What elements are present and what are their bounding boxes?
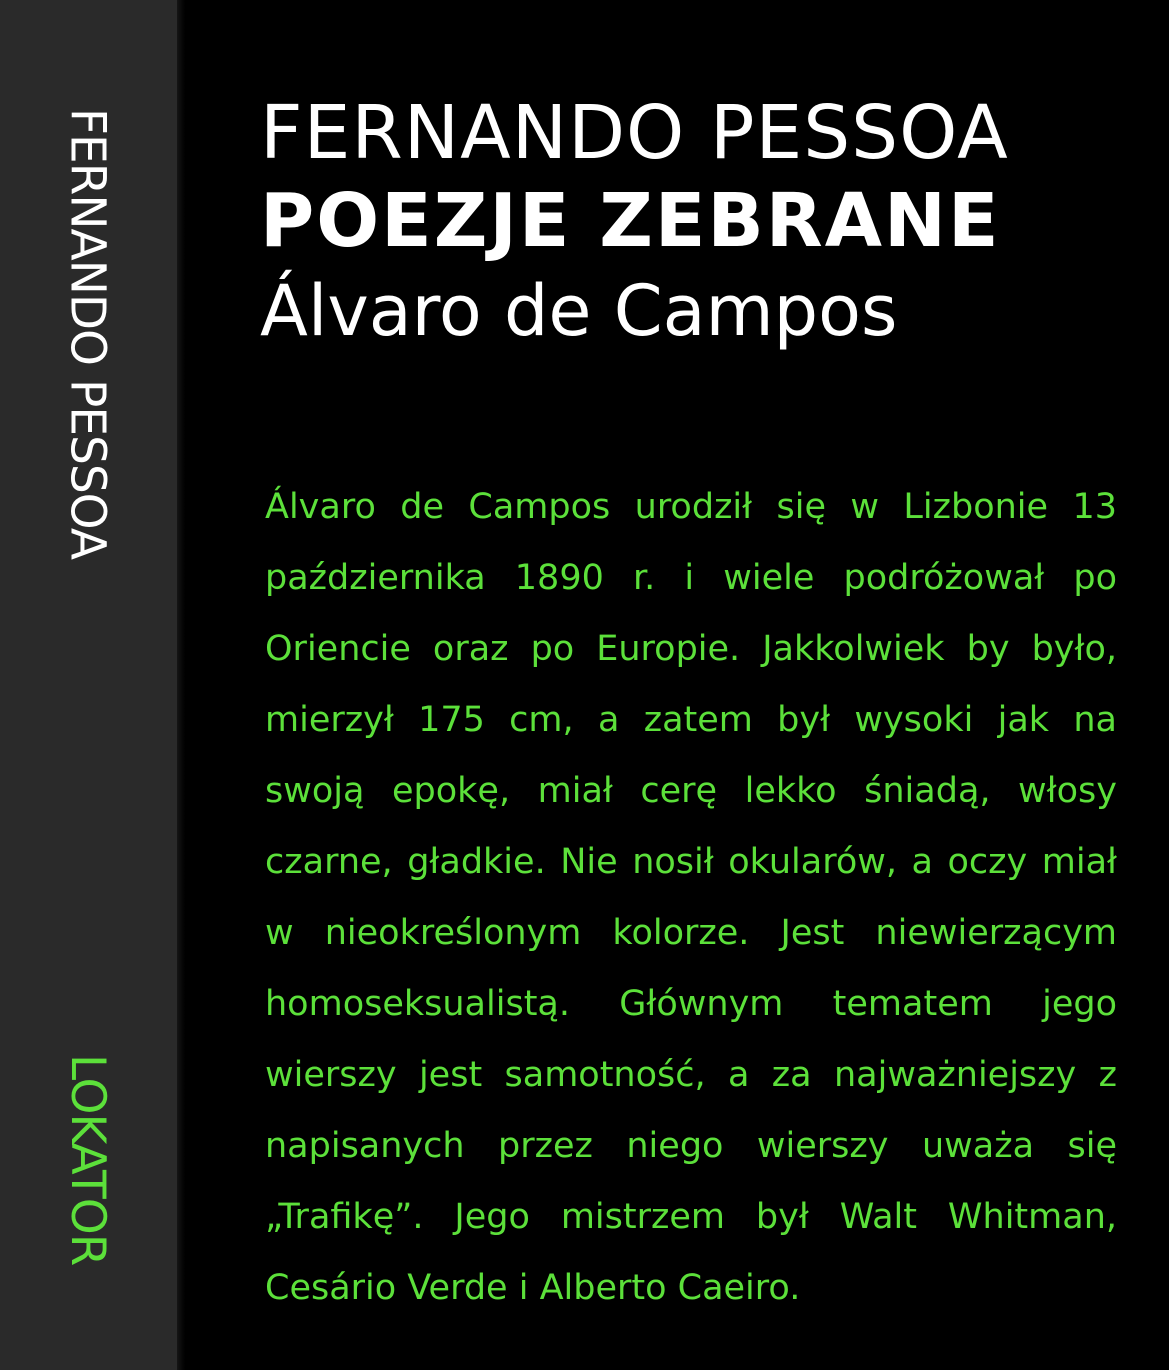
book-spine	[0, 0, 177, 1370]
spine-publisher-name: LOKATOR	[60, 1054, 115, 1266]
back-cover-panel	[185, 0, 1169, 1370]
cover-author-name: FERNANDO PESSOA	[260, 90, 1009, 176]
spine-fold-shadow	[177, 0, 185, 1370]
spine-author-name: FERNANDO PESSOA	[59, 108, 116, 560]
cover-title: POEZJE ZEBRANE	[260, 178, 1001, 264]
cover-subtitle: Álvaro de Campos	[260, 270, 898, 352]
cover-blurb-text: Álvaro de Campos urodził się w Lizbonie 13 października 1890 r. i wiele podróżował po Oriencie oraz po Europie. Jakkolwiek by było, mierzył 175 cm, a zatem był wysoki jak na swoją epokę, miał cerę lekko śniadą, włosy czarne, gładkie. Nie nosił okularów, a oczy miał w nieokreślonym kolorze. Jest niewierzącym homoseksualistą. Głównym tematem jego wierszy jest samotność, a za najważniejszy z napisanych przez niego wierszy uważa się „Trafikę”. Jego mistrzem był Walt Whitman, Cesário Verde i Alberto Caeiro.	[265, 487, 1117, 1308]
